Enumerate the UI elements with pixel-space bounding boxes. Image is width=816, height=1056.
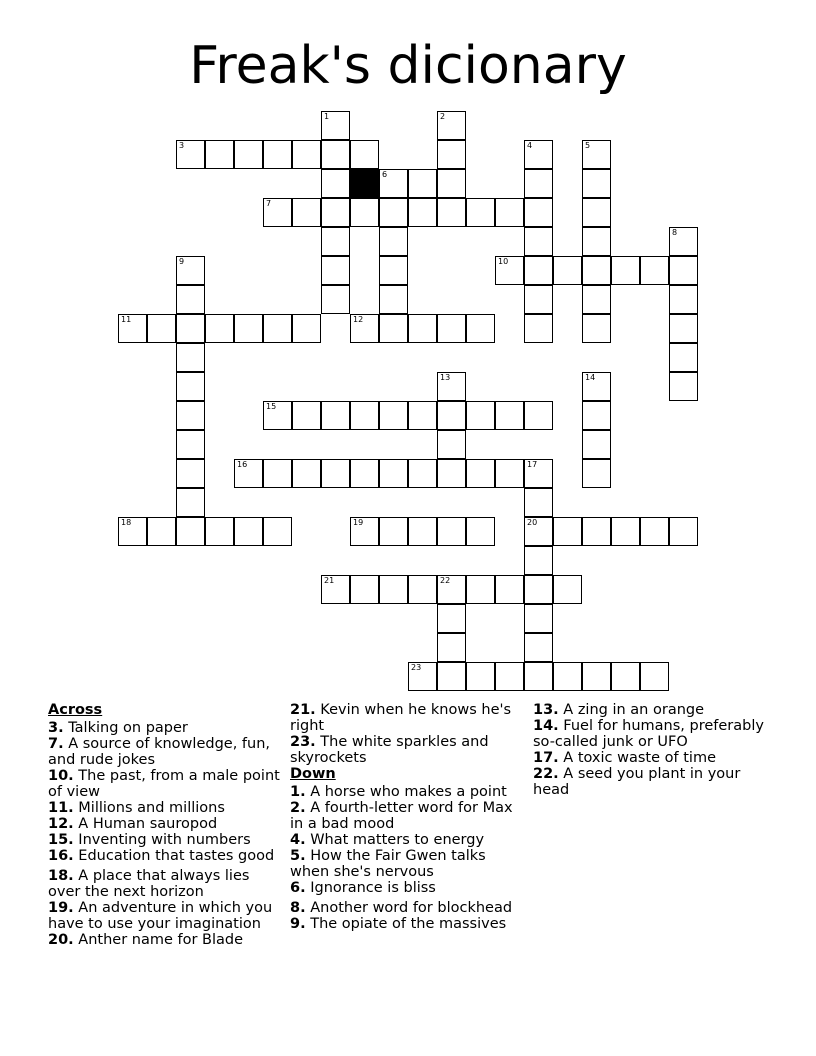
grid-cell[interactable]: [292, 140, 321, 169]
grid-cell[interactable]: [379, 198, 408, 227]
grid-cell[interactable]: [321, 198, 350, 227]
grid-cell[interactable]: [176, 372, 205, 401]
grid-cell[interactable]: [524, 488, 553, 517]
clue-number: 15: [266, 402, 277, 411]
grid-cell[interactable]: [582, 285, 611, 314]
grid-cell[interactable]: [321, 227, 350, 256]
grid-cell[interactable]: [176, 401, 205, 430]
grid-cell[interactable]: [524, 140, 553, 169]
clue-number: 7: [266, 199, 272, 208]
grid-cell[interactable]: [524, 575, 553, 604]
grid-cell[interactable]: [408, 198, 437, 227]
grid-cell[interactable]: [176, 140, 205, 169]
grid-cell[interactable]: [640, 662, 669, 691]
grid-cell[interactable]: [669, 343, 698, 372]
grid-cell[interactable]: [524, 314, 553, 343]
grid-cell[interactable]: [437, 459, 466, 488]
grid-cell[interactable]: [379, 285, 408, 314]
clue-number: 9: [179, 257, 185, 266]
grid-cell[interactable]: [524, 517, 553, 546]
across-clue: 15. Inventing with numbers: [48, 832, 251, 848]
clue-number: 10: [498, 257, 509, 266]
grid-cell[interactable]: [408, 169, 437, 198]
across-clue: 7. A source of knowledge, fun, and rude jokes: [48, 736, 271, 768]
clue-number: 5: [585, 141, 591, 150]
grid-cell[interactable]: [437, 140, 466, 169]
grid-cell[interactable]: [524, 285, 553, 314]
grid-cell[interactable]: [176, 430, 205, 459]
grid-cell[interactable]: [176, 314, 205, 343]
grid-cell[interactable]: [408, 459, 437, 488]
down-clue: 17. A toxic waste of time: [533, 750, 716, 766]
grid-cell[interactable]: [205, 140, 234, 169]
down-clue: 6. Ignorance is bliss: [290, 880, 436, 896]
across-clue: 19. An adventure in which you have to use your imagination: [48, 900, 273, 932]
clue-number: 12: [353, 315, 364, 324]
clue-number: 8: [672, 228, 678, 237]
grid-cell[interactable]: [176, 285, 205, 314]
clue-number: 22: [440, 576, 451, 585]
grid-cell[interactable]: [147, 314, 176, 343]
grid-cell[interactable]: [466, 575, 495, 604]
clue-number: 17: [527, 460, 538, 469]
grid-cell[interactable]: [437, 401, 466, 430]
grid-cell[interactable]: [437, 430, 466, 459]
grid-cell[interactable]: [263, 198, 292, 227]
grid-cell[interactable]: [263, 314, 292, 343]
clue-number: 4: [527, 141, 533, 150]
grid-cell[interactable]: [524, 604, 553, 633]
across-clue: 11. Millions and millions: [48, 800, 225, 816]
across-clue: 20. Anther name for Blade: [48, 932, 244, 948]
grid-cell[interactable]: [640, 256, 669, 285]
clue-number: 20: [527, 518, 538, 527]
grid-cell[interactable]: [176, 517, 205, 546]
down-clue: 4. What matters to energy: [290, 832, 485, 848]
grid-cell[interactable]: [466, 198, 495, 227]
across-clue: 3. Talking on paper: [48, 720, 188, 736]
grid-cell[interactable]: [582, 198, 611, 227]
grid-cell[interactable]: [582, 169, 611, 198]
grid-cell[interactable]: [234, 459, 263, 488]
across-clue: 12. A Human sauropod: [48, 816, 218, 832]
clue-number: 19: [353, 518, 364, 527]
grid-cell[interactable]: [611, 517, 640, 546]
down-clue: 9. The opiate of the massives: [290, 916, 507, 932]
grid-cell[interactable]: [234, 314, 263, 343]
grid-cell[interactable]: [495, 459, 524, 488]
grid-cell[interactable]: [495, 575, 524, 604]
puzzle-title: Freak's dicionary: [189, 36, 627, 96]
grid-cell[interactable]: [582, 401, 611, 430]
clue-number: 6: [382, 170, 388, 179]
clue-number: 21: [324, 576, 335, 585]
grid-cell[interactable]: [437, 169, 466, 198]
grid-cell[interactable]: [524, 169, 553, 198]
grid-cell[interactable]: [553, 575, 582, 604]
grid-cell[interactable]: [321, 169, 350, 198]
grid-cell[interactable]: [379, 575, 408, 604]
grid-cell[interactable]: [524, 198, 553, 227]
grid-cell[interactable]: [437, 633, 466, 662]
clue-number: 16: [237, 460, 248, 469]
down-clue: 1. A horse who makes a point: [290, 784, 507, 800]
grid-cell[interactable]: [350, 140, 379, 169]
grid-cell[interactable]: [611, 662, 640, 691]
grid-cell[interactable]: [524, 546, 553, 575]
down-clue: 13. A zing in an orange: [533, 702, 705, 718]
clue-column-1: [48, 702, 280, 948]
across-clue: 16. Education that tastes good: [48, 848, 275, 864]
grid-block-cell: [350, 169, 379, 198]
grid-cell[interactable]: [553, 517, 582, 546]
grid-cell[interactable]: [147, 517, 176, 546]
grid-cell[interactable]: [582, 372, 611, 401]
grid-cell[interactable]: [495, 662, 524, 691]
grid-cell[interactable]: [321, 256, 350, 285]
grid-cell[interactable]: [582, 256, 611, 285]
grid-cell[interactable]: [350, 401, 379, 430]
grid-cell[interactable]: [582, 227, 611, 256]
grid-cell[interactable]: [292, 198, 321, 227]
grid-cell[interactable]: [437, 662, 466, 691]
grid-cell[interactable]: [669, 227, 698, 256]
grid-cell[interactable]: [176, 488, 205, 517]
grid-cell[interactable]: [466, 401, 495, 430]
grid-cell[interactable]: [350, 314, 379, 343]
across-clue: 23. The white sparkles and skyrockets: [290, 734, 489, 766]
grid-cell[interactable]: [669, 517, 698, 546]
clue-number: 14: [585, 373, 596, 382]
grid-cell[interactable]: [176, 459, 205, 488]
grid-cell[interactable]: [408, 662, 437, 691]
grid-cell[interactable]: [437, 198, 466, 227]
grid-cell[interactable]: [437, 517, 466, 546]
grid-cell[interactable]: [495, 401, 524, 430]
grid-cell[interactable]: [379, 459, 408, 488]
grid-cell[interactable]: [408, 401, 437, 430]
clue-number: 13: [440, 373, 451, 382]
across-clue: 10. The past, from a male point of view: [48, 768, 280, 800]
clue-column-3: [533, 702, 765, 798]
grid-cell[interactable]: [466, 517, 495, 546]
grid-cell[interactable]: [582, 517, 611, 546]
grid-cell[interactable]: [669, 285, 698, 314]
grid-cell[interactable]: [524, 459, 553, 488]
clue-number: 11: [121, 315, 132, 324]
grid-cell[interactable]: [640, 517, 669, 546]
grid-cell[interactable]: [495, 256, 524, 285]
grid-cell[interactable]: [350, 459, 379, 488]
grid-cell[interactable]: [379, 401, 408, 430]
grid-cell[interactable]: [234, 517, 263, 546]
grid-cell[interactable]: [582, 430, 611, 459]
grid-cell[interactable]: [263, 517, 292, 546]
grid-cell[interactable]: [408, 575, 437, 604]
across-clue: 21. Kevin when he knows he's right: [290, 702, 512, 734]
grid-cell[interactable]: [205, 314, 234, 343]
grid-cell[interactable]: [234, 140, 263, 169]
grid-cell[interactable]: [408, 517, 437, 546]
grid-cell[interactable]: [379, 256, 408, 285]
grid-cell[interactable]: [118, 517, 147, 546]
grid-cell[interactable]: [321, 575, 350, 604]
grid-cell[interactable]: [524, 633, 553, 662]
grid-cell[interactable]: [553, 256, 582, 285]
grid-cell[interactable]: [466, 314, 495, 343]
grid-cell[interactable]: [524, 256, 553, 285]
grid-cell[interactable]: [553, 662, 582, 691]
down-clue: 14. Fuel for humans, preferably so-called junk or UFO: [533, 718, 764, 750]
grid-cell[interactable]: [350, 517, 379, 546]
grid-cell[interactable]: [437, 111, 466, 140]
grid-cell[interactable]: [292, 401, 321, 430]
down-clue: 22. A seed you plant in your head: [533, 766, 741, 798]
grid-cell[interactable]: [524, 401, 553, 430]
grid-cell[interactable]: [350, 575, 379, 604]
across-clue: 18. A place that always lies over the next horizon: [48, 868, 250, 900]
down-clue: 2. A fourth-letter word for Max in a bad mood: [290, 800, 513, 832]
grid-cell[interactable]: [582, 662, 611, 691]
grid-cell[interactable]: [379, 227, 408, 256]
grid-cell[interactable]: [437, 372, 466, 401]
grid-cell[interactable]: [669, 256, 698, 285]
grid-cell[interactable]: [466, 459, 495, 488]
grid-cell[interactable]: [582, 314, 611, 343]
grid-cell[interactable]: [582, 140, 611, 169]
grid-cell[interactable]: [321, 140, 350, 169]
clue-number: 2: [440, 112, 446, 121]
grid-cell[interactable]: [495, 198, 524, 227]
grid-cell[interactable]: [437, 575, 466, 604]
grid-cell[interactable]: [350, 198, 379, 227]
grid-cell[interactable]: [263, 459, 292, 488]
grid-cell[interactable]: [321, 401, 350, 430]
grid-cell[interactable]: [205, 517, 234, 546]
clue-number: 1: [324, 112, 330, 121]
grid-cell[interactable]: [176, 256, 205, 285]
grid-cell[interactable]: [437, 604, 466, 633]
grid-cell[interactable]: [437, 314, 466, 343]
grid-cell[interactable]: [292, 314, 321, 343]
grid-cell[interactable]: [582, 459, 611, 488]
clue-number: 23: [411, 663, 422, 672]
grid-cell[interactable]: [118, 314, 147, 343]
clue-number: 3: [179, 141, 185, 150]
grid-cell[interactable]: [263, 401, 292, 430]
clue-number: 18: [121, 518, 132, 527]
grid-cell[interactable]: [321, 459, 350, 488]
grid-cell[interactable]: [669, 372, 698, 401]
grid-cell[interactable]: [466, 662, 495, 691]
grid-cell[interactable]: [379, 517, 408, 546]
grid-cell[interactable]: [524, 662, 553, 691]
grid-cell[interactable]: [669, 314, 698, 343]
across-heading: Across: [48, 702, 103, 718]
clue-column-2: [290, 702, 520, 932]
down-heading: Down: [290, 766, 336, 782]
grid-cell[interactable]: [321, 111, 350, 140]
grid-cell[interactable]: [524, 227, 553, 256]
grid-cell[interactable]: [292, 459, 321, 488]
grid-cell[interactable]: [408, 314, 437, 343]
down-clue: 5. How the Fair Gwen talks when she's nervous: [290, 848, 486, 880]
grid-cell[interactable]: [321, 285, 350, 314]
grid-cell[interactable]: [611, 256, 640, 285]
grid-cell[interactable]: [176, 343, 205, 372]
grid-cell[interactable]: [379, 314, 408, 343]
down-clue: 8. Another word for blockhead: [290, 900, 513, 916]
grid-cell[interactable]: [379, 169, 408, 198]
grid-cell[interactable]: [263, 140, 292, 169]
